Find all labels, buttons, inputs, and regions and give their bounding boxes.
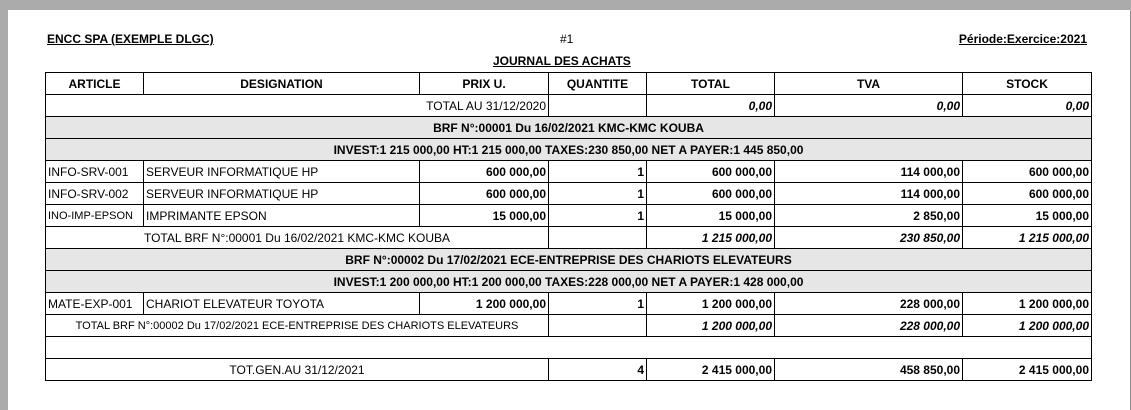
article-code: INO-IMP-EPSON	[46, 205, 144, 227]
col-prix: PRIX U.	[420, 73, 549, 95]
article-code: INFO-SRV-001	[46, 161, 144, 183]
table-row	[46, 205, 1092, 227]
voucher-total-tva: 230 850,00	[775, 227, 963, 249]
line-total: 600 000,00	[647, 161, 775, 183]
quantity: 1	[549, 183, 647, 205]
opening-stock-value: 0,00	[963, 95, 1092, 117]
voucher-total-stock: 1 215 000,00	[963, 227, 1092, 249]
line-total: 1 200 000,00	[647, 293, 775, 315]
designation: IMPRIMANTE EPSON	[144, 205, 420, 227]
col-total: TOTAL	[647, 73, 775, 95]
line-stock: 15 000,00	[963, 205, 1092, 227]
voucher-title-row	[46, 249, 1092, 271]
quantity: 1	[549, 205, 647, 227]
line-total: 15 000,00	[647, 205, 775, 227]
col-stock: STOCK	[963, 73, 1092, 95]
voucher-title: BRF N°:00002 Du 17/02/2021 ECE-ENTREPRISE DES CHARIOTS ELEVATEURS	[46, 249, 1092, 271]
purchase-journal-table	[45, 72, 1092, 381]
designation: SERVEUR INFORMATIQUE HP	[144, 183, 420, 205]
grand-total-stock: 2 415 000,00	[963, 359, 1092, 381]
line-tva: 114 000,00	[775, 183, 963, 205]
column-header-row	[46, 73, 1092, 95]
company-name: ENCC SPA (EXEMPLE DLGC)	[47, 32, 214, 46]
voucher-total-quantite	[549, 315, 647, 337]
unit-price: 600 000,00	[420, 183, 549, 205]
voucher-total-value: 1 200 000,00	[647, 315, 775, 337]
voucher-total-quantite	[549, 227, 647, 249]
opening-tva-value: 0,00	[775, 95, 963, 117]
grand-total-value: 2 415 000,00	[647, 359, 775, 381]
voucher-total-row	[46, 315, 1092, 337]
opening-total-label: TOTAL AU 31/12/2020	[46, 95, 549, 117]
table-row	[46, 183, 1092, 205]
line-tva: 2 850,00	[775, 205, 963, 227]
grand-total-row	[46, 359, 1092, 381]
table-row	[46, 161, 1092, 183]
line-stock: 600 000,00	[963, 161, 1092, 183]
opening-total-value: 0,00	[647, 95, 775, 117]
voucher-summary: INVEST:1 200 000,00 HT:1 200 000,00 TAXES:228 000,00 NET A PAYER:1 428 000,00	[46, 271, 1092, 293]
line-tva: 114 000,00	[775, 161, 963, 183]
unit-price: 15 000,00	[420, 205, 549, 227]
voucher-total-label: TOTAL BRF N°:00001 Du 16/02/2021 KMC-KMC KOUBA	[46, 227, 549, 249]
col-article: ARTICLE	[46, 73, 144, 95]
grand-total-label: TOT.GEN.AU 31/12/2021	[46, 359, 549, 381]
voucher-summary: INVEST:1 215 000,00 HT:1 215 000,00 TAXES:230 850,00 NET A PAYER:1 445 850,00	[46, 139, 1092, 161]
col-designation: DESIGNATION	[144, 73, 420, 95]
row-separator	[46, 337, 1092, 359]
table-row	[46, 293, 1092, 315]
voucher-title: BRF N°:00001 Du 16/02/2021 KMC-KMC KOUBA	[46, 117, 1092, 139]
unit-price: 1 200 000,00	[420, 293, 549, 315]
opening-total-row	[46, 95, 1092, 117]
grand-total-quantite: 4	[549, 359, 647, 381]
voucher-total-row	[46, 227, 1092, 249]
designation: CHARIOT ELEVATEUR TOYOTA	[144, 293, 420, 315]
report-title: JOURNAL DES ACHATS	[493, 54, 631, 68]
voucher-total-tva: 228 000,00	[775, 315, 963, 337]
line-total: 600 000,00	[647, 183, 775, 205]
voucher-summary-row	[46, 271, 1092, 293]
col-quantite: QUANTITE	[549, 73, 647, 95]
voucher-summary-row	[46, 139, 1092, 161]
article-code: MATE-EXP-001	[46, 293, 144, 315]
line-stock: 1 200 000,00	[963, 293, 1092, 315]
quantity: 1	[549, 293, 647, 315]
report-page	[8, 10, 1130, 410]
line-tva: 228 000,00	[775, 293, 963, 315]
grand-total-tva: 458 850,00	[775, 359, 963, 381]
voucher-total-value: 1 215 000,00	[647, 227, 775, 249]
article-code: INFO-SRV-002	[46, 183, 144, 205]
voucher-total-label: TOTAL BRF N°:00002 Du 17/02/2021 ECE-ENTREPRISE DES CHARIOTS ELEVATEURS	[46, 315, 549, 337]
period-label: Période:Exercice:2021	[958, 32, 1087, 46]
line-stock: 600 000,00	[963, 183, 1092, 205]
col-tva: TVA	[775, 73, 963, 95]
voucher-title-row	[46, 117, 1092, 139]
unit-price: 600 000,00	[420, 161, 549, 183]
page-number: #1	[560, 32, 574, 46]
designation: SERVEUR INFORMATIQUE HP	[144, 161, 420, 183]
opening-quantite	[549, 95, 647, 117]
voucher-total-stock: 1 200 000,00	[963, 315, 1092, 337]
quantity: 1	[549, 161, 647, 183]
